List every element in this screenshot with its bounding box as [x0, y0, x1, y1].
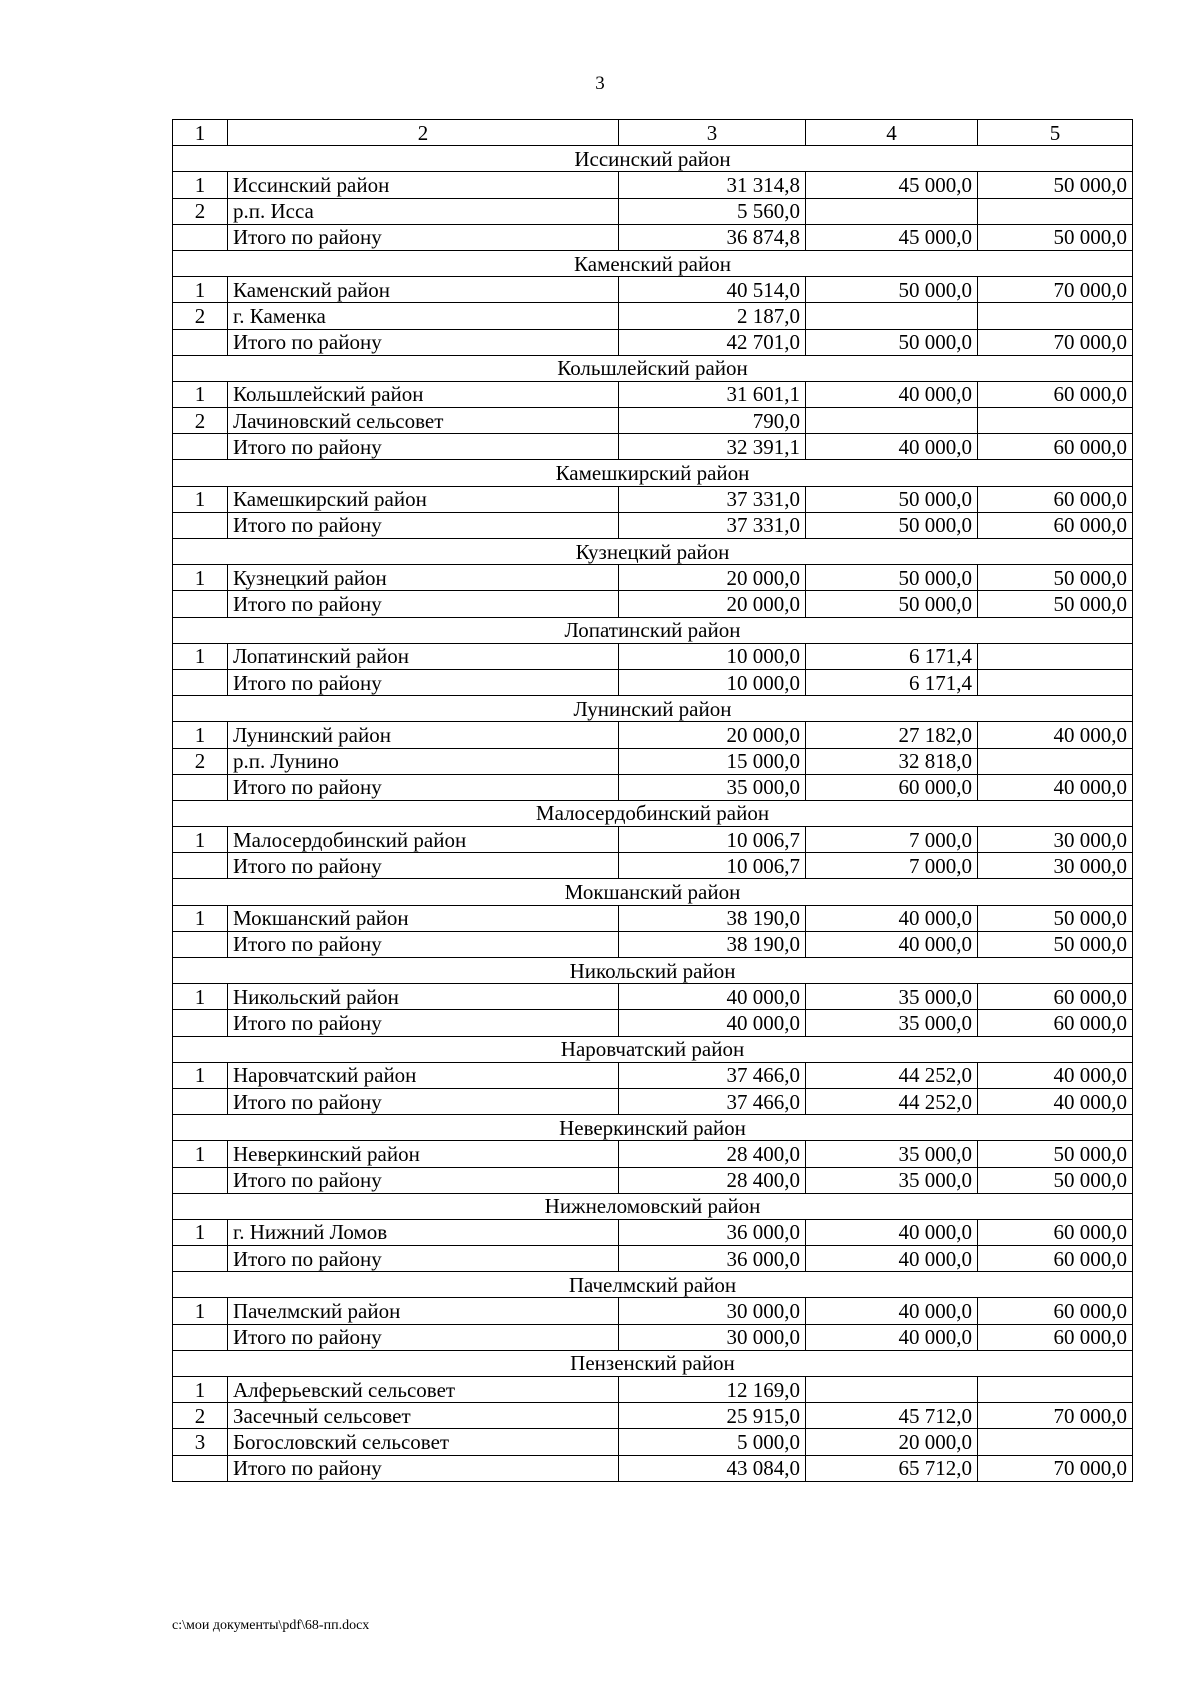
- name-cell: Камешкирский район: [228, 486, 619, 512]
- value-cell-col5: 30 000,0: [978, 827, 1133, 853]
- value-cell-col5: 60 000,0: [978, 486, 1133, 512]
- name-cell: Иссинский район: [228, 172, 619, 198]
- value-cell-col5: [978, 198, 1133, 224]
- row-number-cell: 1: [173, 1062, 228, 1088]
- name-cell: Итого по району: [228, 434, 619, 460]
- row-number-cell: 1: [173, 984, 228, 1010]
- value-cell-col3: 40 000,0: [619, 1010, 806, 1036]
- row-number-cell: [173, 512, 228, 538]
- row-number-cell: [173, 591, 228, 617]
- name-cell: Итого по району: [228, 1088, 619, 1114]
- value-cell-col5: 40 000,0: [978, 722, 1133, 748]
- value-cell-col5: 60 000,0: [978, 1010, 1133, 1036]
- section-header-row: [173, 539, 1133, 565]
- value-cell-col3: 20 000,0: [619, 591, 806, 617]
- value-cell-col3: 37 331,0: [619, 512, 806, 538]
- value-cell-col5: 50 000,0: [978, 931, 1133, 957]
- value-cell-col3: 28 400,0: [619, 1141, 806, 1167]
- value-cell-col3: 2 187,0: [619, 303, 806, 329]
- section-title: Наровчатский район: [173, 1036, 1133, 1062]
- value-cell-col3: 20 000,0: [619, 565, 806, 591]
- value-cell-col5: 60 000,0: [978, 1298, 1133, 1324]
- row-number-cell: [173, 1324, 228, 1350]
- table-row: [173, 827, 1133, 853]
- section-header-row: [173, 617, 1133, 643]
- name-cell: Наровчатский район: [228, 1062, 619, 1088]
- value-cell-col5: 60 000,0: [978, 434, 1133, 460]
- name-cell: Алферьевский сельсовет: [228, 1377, 619, 1403]
- name-cell: Никольский район: [228, 984, 619, 1010]
- table-row: [173, 172, 1133, 198]
- row-number-cell: 2: [173, 748, 228, 774]
- value-cell-col5: 60 000,0: [978, 1324, 1133, 1350]
- name-cell: Итого по району: [228, 329, 619, 355]
- value-cell-col4: [806, 303, 978, 329]
- name-cell: Итого по району: [228, 591, 619, 617]
- table-row: [173, 984, 1133, 1010]
- table-row: [173, 722, 1133, 748]
- section-title: Никольский район: [173, 958, 1133, 984]
- row-number-cell: [173, 669, 228, 695]
- column-number: 4: [806, 120, 978, 146]
- column-number: 1: [173, 120, 228, 146]
- value-cell-col4: 40 000,0: [806, 1298, 978, 1324]
- table-row: [173, 748, 1133, 774]
- section-header-row: [173, 1115, 1133, 1141]
- value-cell-col4: 50 000,0: [806, 565, 978, 591]
- row-number-cell: [173, 224, 228, 250]
- name-cell: р.п. Исса: [228, 198, 619, 224]
- value-cell-col3: 37 466,0: [619, 1088, 806, 1114]
- table-row: [173, 1062, 1133, 1088]
- row-number-cell: [173, 1167, 228, 1193]
- table-row: [173, 303, 1133, 329]
- section-title: Пачелмский район: [173, 1272, 1133, 1298]
- value-cell-col4: 45 000,0: [806, 224, 978, 250]
- row-number-cell: [173, 931, 228, 957]
- total-row: [173, 1246, 1133, 1272]
- value-cell-col4: 7 000,0: [806, 827, 978, 853]
- value-cell-col4: 6 171,4: [806, 669, 978, 695]
- total-row: [173, 1324, 1133, 1350]
- name-cell: Богословский сельсовет: [228, 1429, 619, 1455]
- value-cell-col5: [978, 303, 1133, 329]
- row-number-cell: 1: [173, 565, 228, 591]
- row-number-cell: 2: [173, 303, 228, 329]
- table-body: [173, 120, 1133, 1482]
- table-row: [173, 381, 1133, 407]
- value-cell-col4: 50 000,0: [806, 277, 978, 303]
- value-cell-col3: 10 006,7: [619, 827, 806, 853]
- table-row: [173, 1141, 1133, 1167]
- value-cell-col3: 31 601,1: [619, 381, 806, 407]
- value-cell-col4: 6 171,4: [806, 643, 978, 669]
- value-cell-col4: 35 000,0: [806, 1141, 978, 1167]
- row-number-cell: 1: [173, 1219, 228, 1245]
- value-cell-col3: 42 701,0: [619, 329, 806, 355]
- name-cell: Итого по району: [228, 1246, 619, 1272]
- value-cell-col4: 44 252,0: [806, 1088, 978, 1114]
- row-number-cell: 1: [173, 1377, 228, 1403]
- name-cell: Итого по району: [228, 512, 619, 538]
- value-cell-col3: 31 314,8: [619, 172, 806, 198]
- value-cell-col5: 70 000,0: [978, 1455, 1133, 1481]
- name-cell: Малосердобинский район: [228, 827, 619, 853]
- value-cell-col4: 27 182,0: [806, 722, 978, 748]
- name-cell: Неверкинский район: [228, 1141, 619, 1167]
- section-title: Кузнецкий район: [173, 539, 1133, 565]
- total-row: [173, 591, 1133, 617]
- value-cell-col5: 60 000,0: [978, 512, 1133, 538]
- value-cell-col3: 36 874,8: [619, 224, 806, 250]
- value-cell-col4: 60 000,0: [806, 774, 978, 800]
- value-cell-col5: 50 000,0: [978, 905, 1133, 931]
- name-cell: Засечный сельсовет: [228, 1403, 619, 1429]
- name-cell: Итого по району: [228, 669, 619, 695]
- row-number-cell: [173, 1455, 228, 1481]
- section-header-row: [173, 1036, 1133, 1062]
- allocation-table: [172, 119, 1133, 1482]
- total-row: [173, 224, 1133, 250]
- table-row: [173, 643, 1133, 669]
- value-cell-col3: 790,0: [619, 408, 806, 434]
- value-cell-col5: 70 000,0: [978, 1403, 1133, 1429]
- table-row: [173, 486, 1133, 512]
- value-cell-col4: 65 712,0: [806, 1455, 978, 1481]
- total-row: [173, 931, 1133, 957]
- name-cell: Кольшлейский район: [228, 381, 619, 407]
- section-title: Каменский район: [173, 250, 1133, 276]
- name-cell: Итого по району: [228, 853, 619, 879]
- value-cell-col4: 50 000,0: [806, 329, 978, 355]
- value-cell-col3: 12 169,0: [619, 1377, 806, 1403]
- value-cell-col3: 37 331,0: [619, 486, 806, 512]
- total-row: [173, 434, 1133, 460]
- value-cell-col4: 40 000,0: [806, 931, 978, 957]
- value-cell-col3: 37 466,0: [619, 1062, 806, 1088]
- value-cell-col3: 30 000,0: [619, 1324, 806, 1350]
- section-title: Иссинский район: [173, 146, 1133, 172]
- footer-file-path: c:\мои документы\pdf\68-пп.docx: [172, 1618, 370, 1633]
- value-cell-col3: 38 190,0: [619, 905, 806, 931]
- value-cell-col5: 60 000,0: [978, 1219, 1133, 1245]
- section-header-row: [173, 250, 1133, 276]
- name-cell: Итого по району: [228, 1167, 619, 1193]
- value-cell-col3: 15 000,0: [619, 748, 806, 774]
- section-header-row: [173, 460, 1133, 486]
- row-number-cell: 2: [173, 408, 228, 434]
- value-cell-col4: 40 000,0: [806, 905, 978, 931]
- value-cell-col3: 10 000,0: [619, 643, 806, 669]
- value-cell-col3: 5 560,0: [619, 198, 806, 224]
- total-row: [173, 329, 1133, 355]
- value-cell-col5: 50 000,0: [978, 1141, 1133, 1167]
- column-number: 3: [619, 120, 806, 146]
- value-cell-col4: 44 252,0: [806, 1062, 978, 1088]
- section-title: Пензенский район: [173, 1350, 1133, 1376]
- value-cell-col3: 28 400,0: [619, 1167, 806, 1193]
- table-row: [173, 408, 1133, 434]
- value-cell-col4: 50 000,0: [806, 486, 978, 512]
- section-title: Кольшлейский район: [173, 355, 1133, 381]
- value-cell-col4: 32 818,0: [806, 748, 978, 774]
- total-row: [173, 774, 1133, 800]
- table-row: [173, 1377, 1133, 1403]
- table-row: [173, 1219, 1133, 1245]
- total-row: [173, 853, 1133, 879]
- value-cell-col4: 40 000,0: [806, 381, 978, 407]
- row-number-cell: 1: [173, 277, 228, 303]
- value-cell-col5: 40 000,0: [978, 774, 1133, 800]
- value-cell-col4: 40 000,0: [806, 1219, 978, 1245]
- value-cell-col3: 25 915,0: [619, 1403, 806, 1429]
- section-title: Лунинский район: [173, 696, 1133, 722]
- value-cell-col5: 50 000,0: [978, 591, 1133, 617]
- value-cell-col5: 40 000,0: [978, 1062, 1133, 1088]
- section-title: Неверкинский район: [173, 1115, 1133, 1141]
- name-cell: Итого по району: [228, 774, 619, 800]
- column-number: 2: [228, 120, 619, 146]
- value-cell-col3: 36 000,0: [619, 1219, 806, 1245]
- value-cell-col5: 50 000,0: [978, 1167, 1133, 1193]
- name-cell: г. Каменка: [228, 303, 619, 329]
- name-cell: Итого по району: [228, 1324, 619, 1350]
- value-cell-col4: 35 000,0: [806, 1010, 978, 1036]
- value-cell-col3: 35 000,0: [619, 774, 806, 800]
- value-cell-col4: 35 000,0: [806, 1167, 978, 1193]
- section-title: Камешкирский район: [173, 460, 1133, 486]
- value-cell-col5: [978, 643, 1133, 669]
- name-cell: Лопатинский район: [228, 643, 619, 669]
- row-number-cell: 3: [173, 1429, 228, 1455]
- name-cell: р.п. Лунино: [228, 748, 619, 774]
- table-row: [173, 277, 1133, 303]
- value-cell-col3: 38 190,0: [619, 931, 806, 957]
- value-cell-col4: 40 000,0: [806, 1324, 978, 1350]
- value-cell-col5: 70 000,0: [978, 277, 1133, 303]
- name-cell: Лунинский район: [228, 722, 619, 748]
- value-cell-col5: 60 000,0: [978, 984, 1133, 1010]
- value-cell-col5: 70 000,0: [978, 329, 1133, 355]
- value-cell-col4: 45 000,0: [806, 172, 978, 198]
- value-cell-col5: [978, 408, 1133, 434]
- value-cell-col4: 40 000,0: [806, 434, 978, 460]
- row-number-cell: 1: [173, 722, 228, 748]
- value-cell-col5: 60 000,0: [978, 1246, 1133, 1272]
- value-cell-col4: 50 000,0: [806, 512, 978, 538]
- table-row: [173, 1298, 1133, 1324]
- row-number-cell: 1: [173, 643, 228, 669]
- value-cell-col3: 36 000,0: [619, 1246, 806, 1272]
- name-cell: Итого по району: [228, 1010, 619, 1036]
- value-cell-col3: 40 000,0: [619, 984, 806, 1010]
- row-number-cell: 1: [173, 381, 228, 407]
- total-row: [173, 669, 1133, 695]
- name-cell: Пачелмский район: [228, 1298, 619, 1324]
- value-cell-col3: 30 000,0: [619, 1298, 806, 1324]
- value-cell-col4: [806, 1377, 978, 1403]
- value-cell-col3: 20 000,0: [619, 722, 806, 748]
- value-cell-col4: 50 000,0: [806, 591, 978, 617]
- value-cell-col4: [806, 408, 978, 434]
- section-header-row: [173, 355, 1133, 381]
- value-cell-col3: 40 514,0: [619, 277, 806, 303]
- value-cell-col5: 50 000,0: [978, 565, 1133, 591]
- name-cell: Итого по району: [228, 224, 619, 250]
- row-number-cell: [173, 1088, 228, 1114]
- name-cell: Лачиновский сельсовет: [228, 408, 619, 434]
- section-header-row: [173, 1350, 1133, 1376]
- table-row: [173, 565, 1133, 591]
- row-number-cell: [173, 1246, 228, 1272]
- section-header-row: [173, 800, 1133, 826]
- section-title: Лопатинский район: [173, 617, 1133, 643]
- table-row: [173, 198, 1133, 224]
- row-number-cell: 1: [173, 1141, 228, 1167]
- section-title: Мокшанский район: [173, 879, 1133, 905]
- value-cell-col4: 20 000,0: [806, 1429, 978, 1455]
- row-number-cell: 1: [173, 827, 228, 853]
- section-title: Нижнеломовский район: [173, 1193, 1133, 1219]
- row-number-cell: 1: [173, 486, 228, 512]
- total-row: [173, 1010, 1133, 1036]
- value-cell-col4: 40 000,0: [806, 1246, 978, 1272]
- value-cell-col5: 40 000,0: [978, 1088, 1133, 1114]
- row-number-cell: 1: [173, 905, 228, 931]
- page-number: 3: [595, 73, 605, 94]
- section-header-row: [173, 1193, 1133, 1219]
- total-row: [173, 1088, 1133, 1114]
- value-cell-col4: [806, 198, 978, 224]
- value-cell-col5: 60 000,0: [978, 381, 1133, 407]
- section-header-row: [173, 879, 1133, 905]
- value-cell-col5: 50 000,0: [978, 224, 1133, 250]
- value-cell-col3: 10 000,0: [619, 669, 806, 695]
- value-cell-col3: 5 000,0: [619, 1429, 806, 1455]
- row-number-cell: [173, 329, 228, 355]
- value-cell-col5: 50 000,0: [978, 172, 1133, 198]
- row-number-cell: 1: [173, 1298, 228, 1324]
- section-header-row: [173, 958, 1133, 984]
- value-cell-col4: 7 000,0: [806, 853, 978, 879]
- row-number-cell: [173, 1010, 228, 1036]
- table-row: [173, 1429, 1133, 1455]
- row-number-cell: 1: [173, 172, 228, 198]
- name-cell: г. Нижний Ломов: [228, 1219, 619, 1245]
- value-cell-col5: [978, 1377, 1133, 1403]
- section-header-row: [173, 696, 1133, 722]
- name-cell: Итого по району: [228, 1455, 619, 1481]
- value-cell-col5: 30 000,0: [978, 853, 1133, 879]
- total-row: [173, 1167, 1133, 1193]
- total-row: [173, 1455, 1133, 1481]
- column-number: 5: [978, 120, 1133, 146]
- row-number-cell: [173, 774, 228, 800]
- name-cell: Мокшанский район: [228, 905, 619, 931]
- value-cell-col4: 35 000,0: [806, 984, 978, 1010]
- table-row: [173, 905, 1133, 931]
- name-cell: Кузнецкий район: [228, 565, 619, 591]
- section-header-row: [173, 1272, 1133, 1298]
- row-number-cell: 2: [173, 198, 228, 224]
- row-number-cell: [173, 853, 228, 879]
- section-title: Малосердобинский район: [173, 800, 1133, 826]
- total-row: [173, 512, 1133, 538]
- value-cell-col3: 43 084,0: [619, 1455, 806, 1481]
- column-number-row: [173, 120, 1133, 146]
- row-number-cell: [173, 434, 228, 460]
- section-header-row: [173, 146, 1133, 172]
- value-cell-col3: 32 391,1: [619, 434, 806, 460]
- table-row: [173, 1403, 1133, 1429]
- value-cell-col4: 45 712,0: [806, 1403, 978, 1429]
- name-cell: Итого по району: [228, 931, 619, 957]
- value-cell-col3: 10 006,7: [619, 853, 806, 879]
- name-cell: Каменский район: [228, 277, 619, 303]
- value-cell-col5: [978, 669, 1133, 695]
- value-cell-col5: [978, 1429, 1133, 1455]
- row-number-cell: 2: [173, 1403, 228, 1429]
- value-cell-col5: [978, 748, 1133, 774]
